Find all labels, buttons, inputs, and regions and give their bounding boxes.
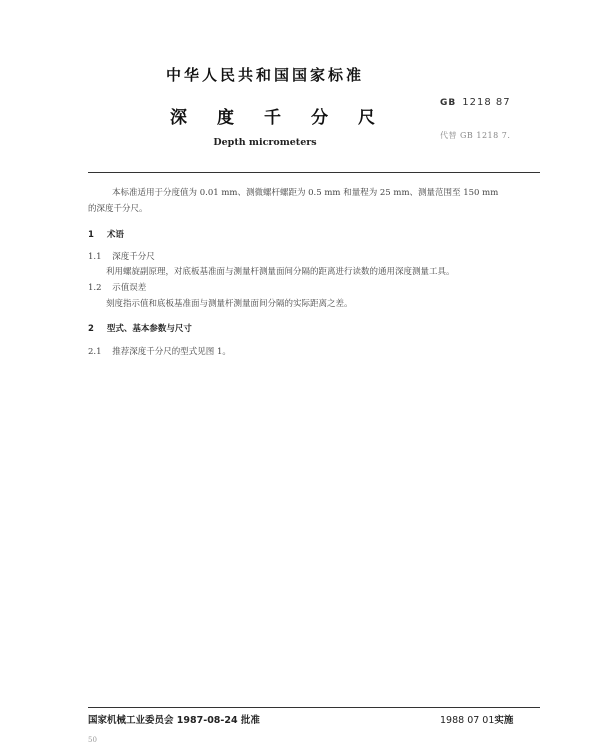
- effective-label: 实施: [494, 715, 514, 726]
- standard-number: [440, 97, 511, 108]
- intro-line-1: 本标准适用于分度值为 0.01 mm、测微螺杆螺距为 0.5 mm 和量程为 25 mm、测量范围至 150 mm: [112, 188, 499, 198]
- section-1-heading: [88, 228, 124, 240]
- footer-divider: [88, 707, 540, 708]
- section-title: 术语: [106, 230, 124, 240]
- clause-title: 深度千分尺: [112, 252, 155, 262]
- clause-1-1-text: 利用螺旋副原理，对底板基准面与测量杆测量面间分隔的距离进行读数的通用深度测量工具。: [106, 267, 455, 277]
- clause-number: 1.2: [88, 283, 102, 293]
- header-divider: [88, 172, 540, 173]
- clause-title: 示值误差: [112, 283, 147, 293]
- section-2-heading: [88, 322, 192, 334]
- clause-number: 2.1: [88, 347, 102, 357]
- document-title: [170, 103, 375, 128]
- clause-1-2-text: 刻度指示值和底板基准面与测量杆测量面间分隔的实际距离之差。: [106, 299, 353, 309]
- national-standard-header: 中华人民共和国国家标准: [165, 66, 364, 84]
- replaces-note: 代替 GB 1218 7.: [440, 131, 511, 140]
- section-number: 2: [88, 324, 94, 334]
- clause-1-1-heading: [88, 250, 155, 264]
- clause-1-2-heading: [88, 281, 146, 295]
- standard-prefix: GB: [440, 98, 457, 108]
- title-char: 千: [264, 108, 281, 128]
- approval-note: 国家机械工业委员会 1987-08-24 批准: [88, 715, 260, 726]
- title-char: 深: [170, 108, 187, 128]
- standard-code: 1218 87: [462, 97, 511, 108]
- clause-number: 1.1: [88, 252, 102, 262]
- title-char: 度: [217, 108, 234, 128]
- clause-text: 推荐深度千分尺的型式见图 1。: [112, 347, 231, 357]
- document-title-english: Depth micrometers: [213, 137, 317, 148]
- title-char: 分: [311, 108, 328, 128]
- page-number: 50: [88, 736, 97, 744]
- effective-note: [440, 712, 513, 726]
- section-title: 型式、基本参数与尺寸: [106, 324, 192, 334]
- section-number: 1: [88, 230, 94, 240]
- effective-date: 1988 07 01: [440, 715, 495, 726]
- intro-line-2: 的深度千分尺。: [88, 204, 148, 214]
- title-char: 尺: [358, 108, 375, 128]
- clause-2-1: [88, 345, 231, 359]
